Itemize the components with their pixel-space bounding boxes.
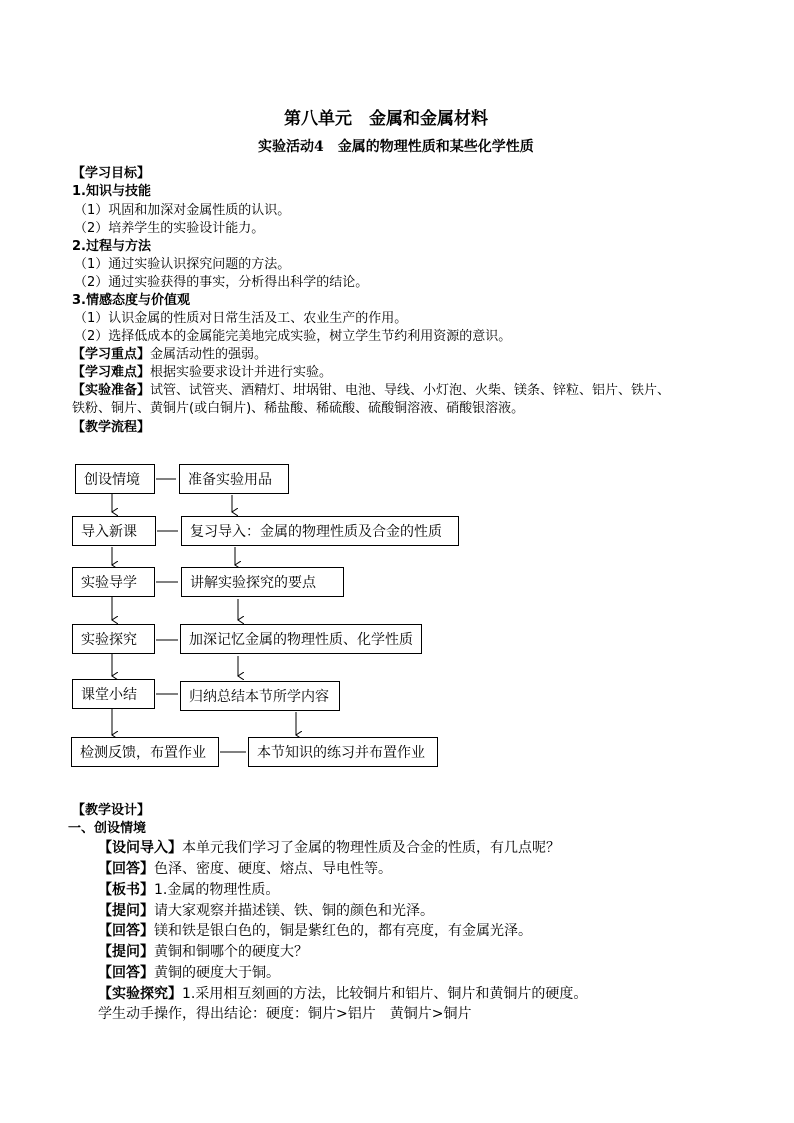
design-line — [98, 859, 392, 879]
flow-step-left: 创设情境 — [75, 464, 155, 494]
goals-s1-title: 1.知识与技能 — [72, 184, 151, 199]
flow-step-right: 准备实验用品 — [179, 464, 289, 494]
page-title: 第八单元 金属和金属材料 — [284, 109, 488, 129]
design-text: 1.采用相互刻画的方法，比较铜片和铝片、铜片和黄铜片的硬度。 — [182, 986, 588, 1002]
design-tag: 【板书】 — [98, 882, 154, 898]
design-text: 色泽、密度、硬度、熔点、导电性等。 — [154, 861, 392, 877]
difficulty-text: 根据实验要求设计并进行实验。 — [150, 365, 333, 380]
flow-heading: 【教学流程】 — [72, 420, 151, 435]
flow-step-right: 归纳总结本节所学内容 — [180, 681, 340, 711]
design-heading: 【教学设计】 — [72, 803, 151, 818]
design-line — [98, 921, 532, 941]
design-tag: 【回答】 — [98, 965, 154, 981]
design-tag: 【设问导入】 — [98, 840, 182, 856]
design-line — [98, 942, 308, 962]
flow-step-left: 课堂小结 — [72, 679, 155, 709]
flow-step-right: 复习导入：金属的物理性质及合金的性质 — [181, 516, 459, 546]
flow-step-right: 本节知识的练习并布置作业 — [248, 737, 438, 767]
flow-step-left: 实验探究 — [72, 624, 155, 654]
design-tag: 【回答】 — [98, 861, 154, 877]
design-line — [98, 984, 587, 1004]
design-tag: 【提问】 — [98, 944, 154, 960]
design-line — [98, 963, 280, 983]
keypoint-text: 金属活动性的强弱。 — [150, 347, 268, 362]
design-line — [98, 838, 560, 858]
goals-s1-item: （2）培养学生的实验设计能力。 — [74, 221, 265, 236]
page-subtitle: 实验活动4 金属的物理性质和某些化学性质 — [258, 139, 534, 155]
difficulty-label: 【学习难点】 — [72, 365, 151, 380]
goals-s2-item: （1）通过实验认识探究问题的方法。 — [74, 257, 291, 272]
prep-text: 试管、试管夹、酒精灯、坩埚钳、电池、导线、小灯泡、火柴、镁条、锌粒、铝片、铁片、 — [150, 383, 671, 398]
design-text: 请大家观察并描述镁、铁、铜的颜色和光泽。 — [154, 903, 434, 919]
flow-step-right: 讲解实验探究的要点 — [181, 567, 344, 597]
design-tag: 【实验探究】 — [98, 986, 182, 1002]
goals-s3-item: （1）认识金属的性质对日常生活及工、农业生产的作用。 — [74, 311, 408, 326]
flow-step-left: 检测反馈，布置作业 — [71, 737, 219, 767]
design-text: 黄铜的硬度大于铜。 — [154, 965, 280, 981]
flow-step-right: 加深记忆金属的物理性质、化学性质 — [180, 624, 422, 654]
goals-s3-item: （2）选择低成本的金属能完美地完成实验，树立学生节约利用资源的意识。 — [74, 329, 512, 344]
goals-heading: 【学习目标】 — [72, 166, 151, 181]
prep-label: 【实验准备】 — [72, 383, 151, 398]
flow-step-left: 导入新课 — [72, 516, 156, 546]
goals-s1-item: （1）巩固和加深对金属性质的认识。 — [74, 203, 291, 218]
goals-s3-title: 3.情感态度与价值观 — [72, 293, 190, 308]
keypoint-label: 【学习重点】 — [72, 347, 151, 362]
goals-s2-item: （2）通过实验获得的事实，分析得出科学的结论。 — [74, 275, 369, 290]
design-text: 本单元我们学习了金属的物理性质及合金的性质，有几点呢？ — [182, 840, 560, 856]
prep-line-2: 铁粉、铜片、黄铜片(或白铜片)、稀盐酸、稀硫酸、硫酸铜溶液、硝酸银溶液。 — [72, 401, 525, 416]
design-text: 黄铜和铜哪个的硬度大？ — [154, 944, 308, 960]
design-text: 镁和铁是银白色的，铜是紫红色的，都有亮度，有金属光泽。 — [154, 923, 532, 939]
design-text: 1.金属的物理性质。 — [154, 882, 280, 898]
design-tag: 【回答】 — [98, 923, 154, 939]
design-section-1: 一、创设情境 — [68, 821, 147, 836]
design-tag: 【提问】 — [98, 903, 154, 919]
design-line — [98, 901, 434, 921]
design-line — [98, 880, 279, 900]
flow-step-left: 实验导学 — [72, 567, 155, 597]
design-conclusion: 学生动手操作，得出结论：硬度：铜片>铝片 黄铜片>铜片 — [98, 1006, 472, 1022]
goals-s2-title: 2.过程与方法 — [72, 239, 151, 254]
